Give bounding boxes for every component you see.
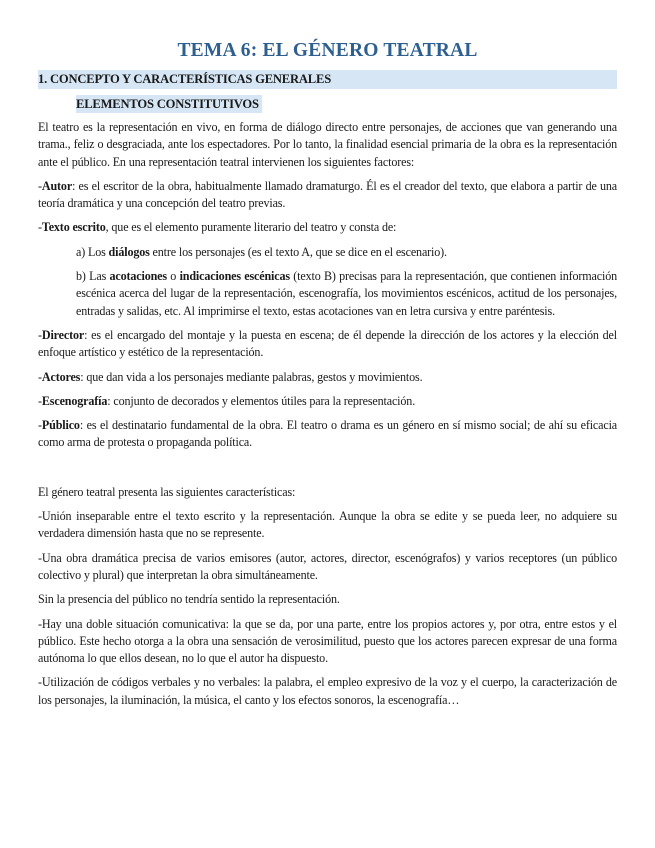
autor-label: Autor [41, 178, 73, 193]
item-a-label: diálogos [108, 244, 150, 259]
section-subheading: ELEMENTOS CONSTITUTIVOS [76, 95, 262, 113]
texto-text: , que es el elemento puramente literario del teatro y consta de: [105, 220, 397, 235]
actores-paragraph: -Actores: que dan vida a los personajes mediante palabras, gestos y movimientos. [38, 369, 423, 384]
characteristic-4: -Hay una doble situación comunicativa: la que se da, por una parte, entre los propios actores y, por otra, entre estos y el público. Este hecho otorga a la obra una sensación de verosimilitud, puesto que los actores parecen expresar de una forma autónoma lo que ellos desean, no lo que el autor ha dispuesto. [38, 616, 617, 666]
publico-paragraph: -Público: es el destinatario fundamental de la obra. El teatro o drama es un género en sí mismo social; de ahí su eficacia como arma de protesta o propaganda política. [38, 418, 617, 450]
autor-text: : es el escritor de la obra, habitualmente llamado dramaturgo. Él es el creador del texto, que elabora a partir de una teoría dramática y una concepción del teatro previas. [38, 178, 617, 211]
item-a-post: entre los personajes (es el texto A, que se dice en el escenario). [149, 244, 447, 259]
page-title: TEMA 6: EL GÉNERO TEATRAL [177, 40, 478, 61]
actores-text: : que dan vida a los personajes mediante palabras, gestos y movimientos. [80, 369, 423, 384]
escenografia-label: Escenografía [41, 393, 108, 408]
characteristic-5: -Utilización de códigos verbales y no verbales: la palabra, el empleo expresivo de la voz y el cuerpo, la caracterización de los personajes, la iluminación, la música, el canto y los efectos sonoros, la escenografía… [38, 675, 617, 707]
item-a-pre: a) Los [76, 244, 109, 259]
section-heading: 1. CONCEPTO Y CARACTERÍSTICAS GENERALES [38, 70, 617, 89]
item-a-paragraph [76, 244, 617, 261]
director-label: Director [41, 327, 85, 342]
escenografia-text: : conjunto de decorados y elementos útiles para la representación. [107, 393, 416, 408]
item-b-mid: o [166, 269, 180, 284]
item-b-label1: acotaciones [109, 269, 167, 284]
director-paragraph: -Director: es el encargado del montaje y la puesta en escena; de él depende la dirección de los actores y la elección del enfoque artístico y estético de la representación. [38, 327, 617, 360]
publico-label: Público [41, 418, 80, 433]
item-b-label2: indicaciones escénicas [179, 269, 290, 284]
characteristics-intro: El género teatral presenta las siguientes características: [38, 484, 296, 499]
item-b-post: (texto B) precisas para la representación, que contienen información escénica acerca del lugar de la representación, escenografía, los movimientos escénicos, actitud de los personajes, entradas y salidas, etc. Al imprimirse el texto, estas acotaciones van en letra cursiva y entre paréntesis. [76, 269, 617, 318]
texto-paragraph: -Texto escrito, que es el elemento puramente literario del teatro y consta de: [38, 220, 397, 235]
characteristic-3: Sin la presencia del público no tendría sentido la representación. [38, 592, 340, 607]
escenografia-paragraph: -Escenografía: conjunto de decorados y elementos útiles para la representación. [38, 393, 416, 408]
intro-paragraph: El teatro es la representación en vivo, en forma de diálogo directo entre personajes, de acciones que van generando una trama., feliz o desgraciada, ante los espectadores. Por lo tanto, la finalidad esencial primaria de la obra es la representación ante el público. En una representación teatral intervienen los siguientes factores: [38, 120, 617, 169]
director-text: : es el encargado del montaje y la puesta en escena; de él depende la dirección de los actores y la elección del enfoque artístico y estético de la representación. [38, 327, 617, 360]
texto-label: Texto escrito [41, 220, 106, 235]
actores-label: Actores [41, 369, 81, 384]
characteristic-2: -Una obra dramática precisa de varios emisores (autor, actores, director, escenógrafos) y varios receptores (un público colectivo y plural) que interpretan la obra simultáneamente. [38, 550, 617, 582]
item-b-paragraph [76, 268, 617, 320]
characteristic-1: -Unión inseparable entre el texto escrito y la representación. Aunque la obra se edite y se pueda leer, no adquiere su verdadera dimensión hasta que no se represente. [38, 509, 617, 541]
item-b-pre: b) Las [76, 269, 110, 284]
autor-paragraph: -Autor: es el escritor de la obra, habitualmente llamado dramaturgo. Él es el creador del texto, que elabora a partir de una teoría dramática y una concepción del teatro previas. [38, 178, 617, 211]
publico-text: : es el destinatario fundamental de la obra. El teatro o drama es un género en sí mismo social; de ahí su eficacia como arma de protesta o propaganda política. [38, 418, 617, 450]
